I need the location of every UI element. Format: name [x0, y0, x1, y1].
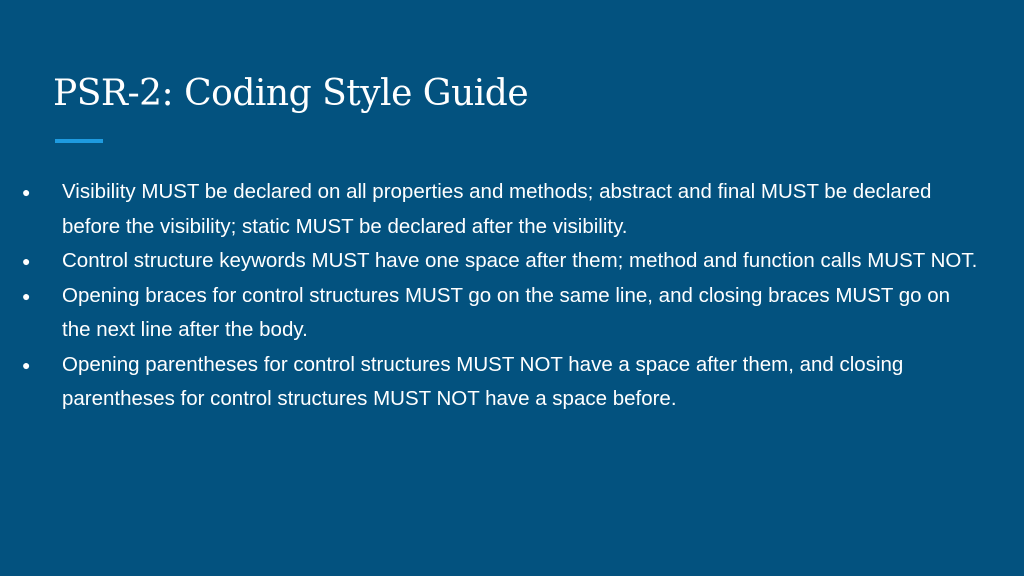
bullet-text: Opening braces for control structures MUST go on the same line, and closing braces MUST go on the next line after the body. — [62, 283, 951, 341]
title-accent-bar — [55, 139, 103, 143]
bullet-icon: ● — [22, 184, 31, 200]
bullet-text: Visibility MUST be declared on all properties and methods; abstract and final MUST be declared before the visibility; static MUST be declared after the visibility. — [62, 180, 932, 238]
bullet-item — [0, 279, 1000, 348]
bullet-icon: ● — [22, 287, 31, 304]
bullet-icon: ● — [22, 356, 31, 373]
bullet-list — [0, 175, 1000, 417]
bullet-item — [0, 175, 1000, 244]
bullet-icon: ● — [22, 253, 31, 269]
bullet-text: Control structure keywords MUST have one space after them; method and function calls MUST NOT. — [62, 249, 978, 272]
slide-title: PSR-2: Coding Style Guide — [53, 73, 529, 114]
bullet-item — [0, 244, 1000, 279]
bullet-text: Opening parentheses for control structures MUST NOT have a space after them, and closing parentheses for control structures MUST NOT have a space before. — [62, 352, 904, 410]
bullet-item — [0, 348, 1000, 417]
